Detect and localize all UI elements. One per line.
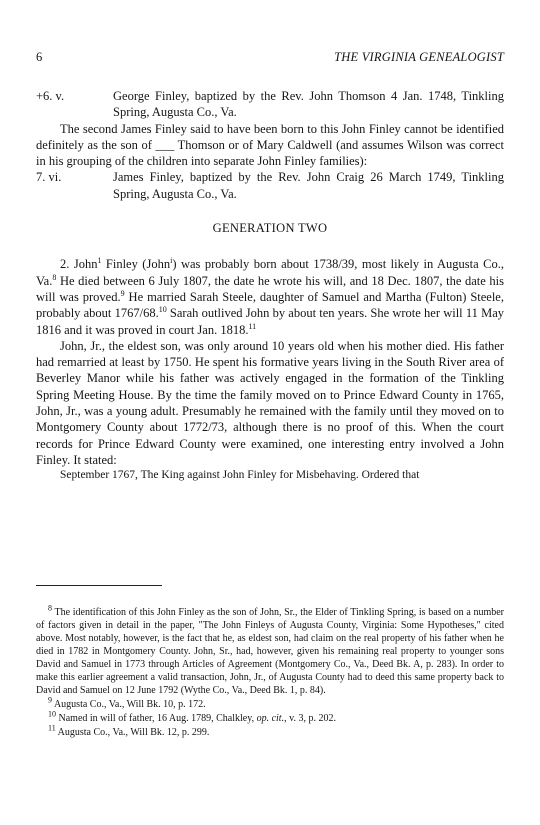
entry-text: George Finley, baptized by the Rev. John Thomson 4 Jan. 1748, Tinkling Spring, Augusta Co., Va. bbox=[113, 89, 504, 120]
paragraph-john-jr: John, Jr., the eldest son, was only around 10 years old when his mother died. His father had remarried at least by 1750. He spent his formative years living in the South River area of Beverley Manor while his father was actively engaged in the formation of the Tinkling Spring Meeting House. By the time the family moved on to Prince Edward County in 1765, John, Jr., was a young adult. Presumably he remained with the family until they moved on to Montgomery County about 1772/73, although there is no proof of this. When the court records for Prince Edward County were examined, one interesting entry involved a John Finley. It stated: bbox=[36, 338, 504, 467]
footnote-text: Named in will of father, 16 Aug. 1789, Chalkley, bbox=[58, 713, 257, 724]
footnote-8 bbox=[36, 603, 504, 697]
generation-superscript: 1 bbox=[97, 256, 102, 266]
child-entry-7 bbox=[36, 169, 504, 202]
footnote-mark: 11 bbox=[48, 723, 56, 733]
paragraph-second-james: The second James Finley said to have been born to this John Finley cannot be identified definitely as the son of ___ Thomson or of Mary Caldwell (and assumes Wilson was correct in his grouping of the children into separate John Finley families): bbox=[36, 121, 504, 169]
body-text bbox=[36, 88, 504, 483]
generation-superscript: i bbox=[170, 256, 173, 266]
footnote-ref-8[interactable]: 8 bbox=[52, 272, 57, 282]
footnote-text: Augusta Co., Va., Will Bk. 12, p. 299. bbox=[57, 727, 210, 738]
footnote-text: Augusta Co., Va., Will Bk. 10, p. 172. bbox=[53, 699, 206, 710]
text-run: ) was probably born about 1738/39, most likely in Augusta Co., Va. bbox=[36, 257, 504, 288]
footnote-11 bbox=[36, 723, 504, 739]
footnote-10 bbox=[36, 709, 504, 725]
entry-number: 7. vi. bbox=[36, 170, 62, 185]
page-number: 6 bbox=[36, 50, 43, 64]
footnote-mark: 8 bbox=[48, 603, 52, 613]
section-heading: GENERATION TWO bbox=[212, 221, 328, 236]
footnote-ref-9[interactable]: 9 bbox=[120, 288, 125, 298]
text-run: 2. John bbox=[60, 257, 98, 272]
paragraph-john-finley bbox=[36, 256, 504, 337]
child-entry-6 bbox=[36, 88, 504, 121]
entry-text: James Finley, baptized by the Rev. John Craig 26 March 1749, Tinkling Spring, Augusta Co., Va. bbox=[113, 170, 504, 201]
footnote-mark: 9 bbox=[48, 695, 52, 705]
footnote-ref-11[interactable]: 11 bbox=[248, 321, 257, 331]
footnote-divider bbox=[36, 585, 162, 586]
court-record-quote: September 1767, The King against John Finley for Misbehaving. Ordered that bbox=[60, 469, 420, 482]
running-header bbox=[36, 50, 504, 66]
footnote-text: , v. 3, p. 202. bbox=[284, 713, 336, 724]
footnotes bbox=[36, 603, 504, 739]
text-run: Sarah outlived John by about ten years. She wrote her will 11 May 1816 and it was proved in court Jan. 1818. bbox=[36, 306, 504, 337]
footnote-italic: op. cit. bbox=[256, 713, 285, 724]
footnote-mark: 10 bbox=[48, 709, 56, 719]
journal-title: THE VIRGINIA GENEALOGIST bbox=[334, 50, 504, 64]
entry-number: +6. v. bbox=[36, 89, 65, 103]
text-run: He married Sarah Steele, daughter of Samuel and Martha (Fulton) Steele, probably about 1767/68. bbox=[36, 289, 504, 321]
footnote-9 bbox=[36, 695, 504, 711]
text-run: Finley (John bbox=[101, 257, 171, 272]
text-run: He died between 6 July 1807, the date he wrote his will, and 18 Dec. 1807, the date his will was proved. bbox=[36, 273, 504, 304]
footnote-ref-10[interactable]: 10 bbox=[158, 305, 167, 315]
footnote-text: The identification of this John Finley as the son of John, Sr., the Elder of Tinkling Spring, is based on a number of factors given in detail in the paper, "The John Finleys of Augusta County, Virginia: Some Hypotheses," cited above. Most notably, however, is the fact that he, as eldest son, had claim on the real property of his father when he died in 1782 in Montgomery County. John, Sr., had, however, given his remaining real property to younger sons David and Samuel in 1773 through Articles of Agreement (Montgomery Co., Va., Deed Bk. A, p. 283). In order to make this earlier agreement a valid transaction, John, Jr., of Augusta County had to deed this same property back to David and Samuel on 12 June 1792 (Wythe Co., Va., Deed Bk. 1, p. 84). bbox=[36, 607, 504, 696]
